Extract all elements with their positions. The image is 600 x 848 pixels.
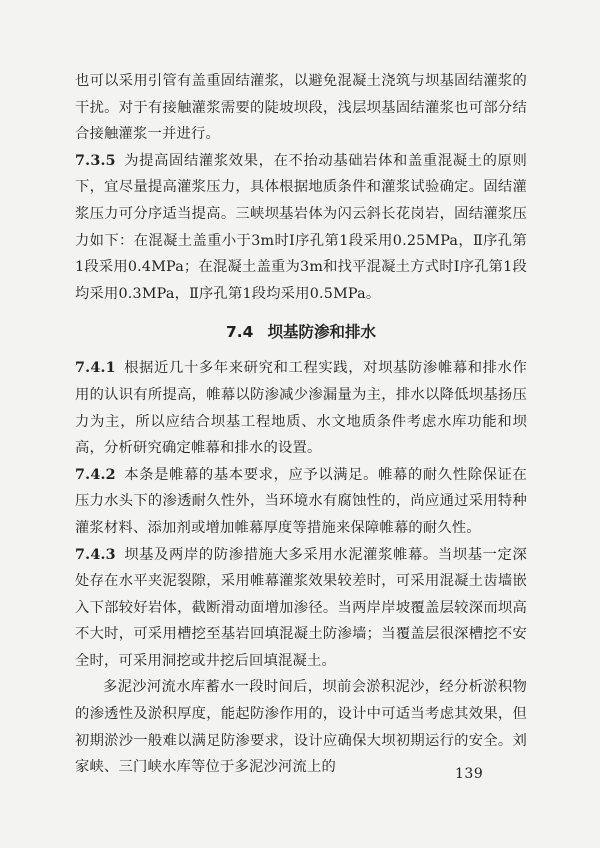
clause-text: 本条是帷幕的基本要求，应予以满足。帷幕的耐久性除保证在压力水头下的渗透耐久性外，当环境水有腐蚀性的，尚应通过采用特种灌浆材料、添加剂或增加帷幕厚度等措施来保障帷幕的耐久性。 <box>75 466 527 536</box>
clause-text: 为提高固结灌浆效果，在不抬动基础岩体和盖重混凝土的原则下，宜尽量提高灌浆压力，具体根据地质条件和灌浆试验确定。固结灌浆压力可分序适当提高。三峡坝基岩体为闪云斜长花岗岩，固结灌浆压力如下：在混凝土盖重小于3m时Ⅰ序孔第1段采用0.25MPa，Ⅱ序孔第1段采用0.4MPa；在混凝土盖重为3m和找平混凝土方式时Ⅰ序孔第1段均采用0.3MPa，Ⅱ序孔第1段均采用0.5MPa。 <box>75 152 527 302</box>
section-number: 7.4 <box>226 323 254 342</box>
page-body <box>75 68 527 781</box>
paragraph-text: 多泥沙河流水库蓄水一段时间后，坝前会淤积泥沙，经分析淤积物的渗透性及淤积厚度，能起防渗作用的，设计中可适当考虑其效果，但初期淤沙一般难以满足防渗要求，设计应确保大坝初期运行的安全。刘家峡、三门峡水库等位于多泥沙河流上的 <box>75 679 527 776</box>
clause-number: 7.4.3 <box>75 546 116 563</box>
section-title: 坝基防渗和排水 <box>267 323 376 342</box>
clause-7-4-1 <box>75 355 527 461</box>
clause-7-4-2 <box>75 462 527 542</box>
clause-text: 坝基及两岸的防渗措施大多采用水泥灌浆帷幕。当坝基一定深处存在水平夹泥裂隙，采用帷幕灌浆效果较差时，可采用混凝土齿墙嵌入下部较好岩体，截断滑动面增加渗径。当两岸岸坡覆盖层较深而坝高不大时，可采用槽挖至基岩回填混凝土防渗墙；当覆盖层很深槽挖不安全时，可采用洞挖或井挖后回填混凝土。 <box>75 546 527 669</box>
clause-7-4-3 <box>75 542 527 675</box>
paragraph-text: 也可以采用引管有盖重固结灌浆，以避免混凝土浇筑与坝基固结灌浆的干扰。对于有接触灌浆需要的陡坡坝段，浅层坝基固结灌浆也可部分结合接触灌浆一并进行。 <box>75 73 527 143</box>
page-number: 139 <box>455 766 484 782</box>
clause-text: 根据近几十多年来研究和工程实践，对坝基防渗帷幕和排水作用的认识有所提高，帷幕以防渗减少渗漏量为主，排水以降低坝基扬压力为主，所以应结合坝基工程地质、水文地质条件考虑水库功能和坝高，分析研究确定帷幕和排水的设置。 <box>75 360 527 457</box>
clause-7-3-5 <box>75 148 527 308</box>
paragraph-continuation <box>75 68 527 148</box>
section-heading <box>75 319 527 345</box>
clause-number: 7.4.1 <box>75 360 116 377</box>
clause-number: 7.4.2 <box>75 466 116 483</box>
clause-number: 7.3.5 <box>75 152 116 169</box>
paragraph-sediment <box>75 674 527 780</box>
